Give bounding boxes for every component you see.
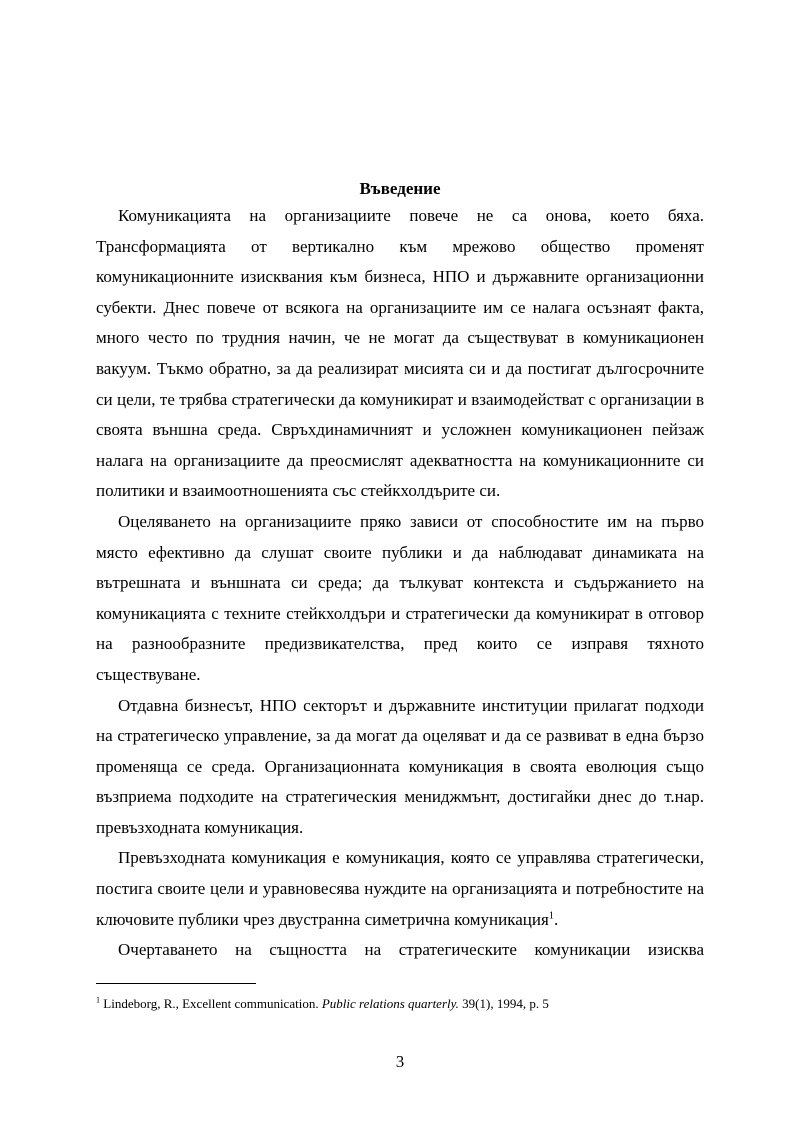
footnote-journal: Public relations quarterly. (321, 996, 459, 1011)
paragraph-1: Комуникацията на организациите повече не са онова, което бяха. Трансформацията от вертикално към мрежово общество променят комуникационните изисквания към бизнеса, НПО и държавните организационни субекти. Днес повече от всякога на организациите им се налага осъзнаят факта, много често по трудния начин, че не могат да съществуват в комуникационен вакуум. Тъкмо обратно, за да реализират мисията си и да постигат дългосрочните си цели, те трябва стратегически да комуникират и взаимодействат с организации в своята външна среда. Свръхдинамичният и усложнен комуникационен пейзаж налага на организациите да преосмислят адекватността на комуникационните си политики и взаимоотношенията със стейкхолдърите си. (96, 206, 704, 501)
paragraph-2: Оцеляването на организациите пряко зависи от способностите им на първо място ефективно да слушат своите публики и да наблюдават динамиката на вътрешната и външната си среда; да тълкуват контекста и съдържанието на комуникацията с техните стейкхолдъри и стратегически да комуникират в отговор на разнообразните предизвикателства, пред които се изправя тяхното съществуване. (96, 511, 704, 684)
paragraph-4-text: Превъзходната комуникация е комуникация, която се управлява стратегически, постига своите цели и уравновесява нуждите на организацията и потребностите на ключовите публики чрез двустранна симетрична комуникация (96, 848, 704, 929)
body-text (96, 201, 704, 966)
section-heading: Въведение (359, 179, 441, 198)
page-number: 3 (395, 1052, 405, 1071)
paragraph-4: Превъзходната комуникация е комуникация, която се управлява стратегически, постига своите цели и уравновесява нуждите на организацията и потребностите на ключовите публики чрез двустранна симетрична комуникация$^1$. (96, 848, 704, 929)
footnote-author: Lindeborg, R., Excellent communication. (103, 996, 319, 1011)
paragraph-3: Отдавна бизнесът, НПО секторът и държавните институции прилагат подходи на стратегическо управление, за да могат да оцеляват и да се развиват в една бързо променяща се среда. Организационната комуникация в своята еволюция също възприема подходите на стратегическия мениджмънт, достигайки днес до т.нар. превъзходната комуникация. (96, 695, 704, 837)
footnote-number: 1 (96, 995, 101, 1005)
footnote-reference: 1 (548, 910, 555, 921)
footnote (96, 995, 704, 1013)
footnote-details: 39(1), 1994, p. 5 (462, 996, 549, 1011)
paragraph-5: Очертаването на същността на стратегическите комуникации изисква (118, 940, 704, 960)
footnote-divider (96, 983, 256, 984)
